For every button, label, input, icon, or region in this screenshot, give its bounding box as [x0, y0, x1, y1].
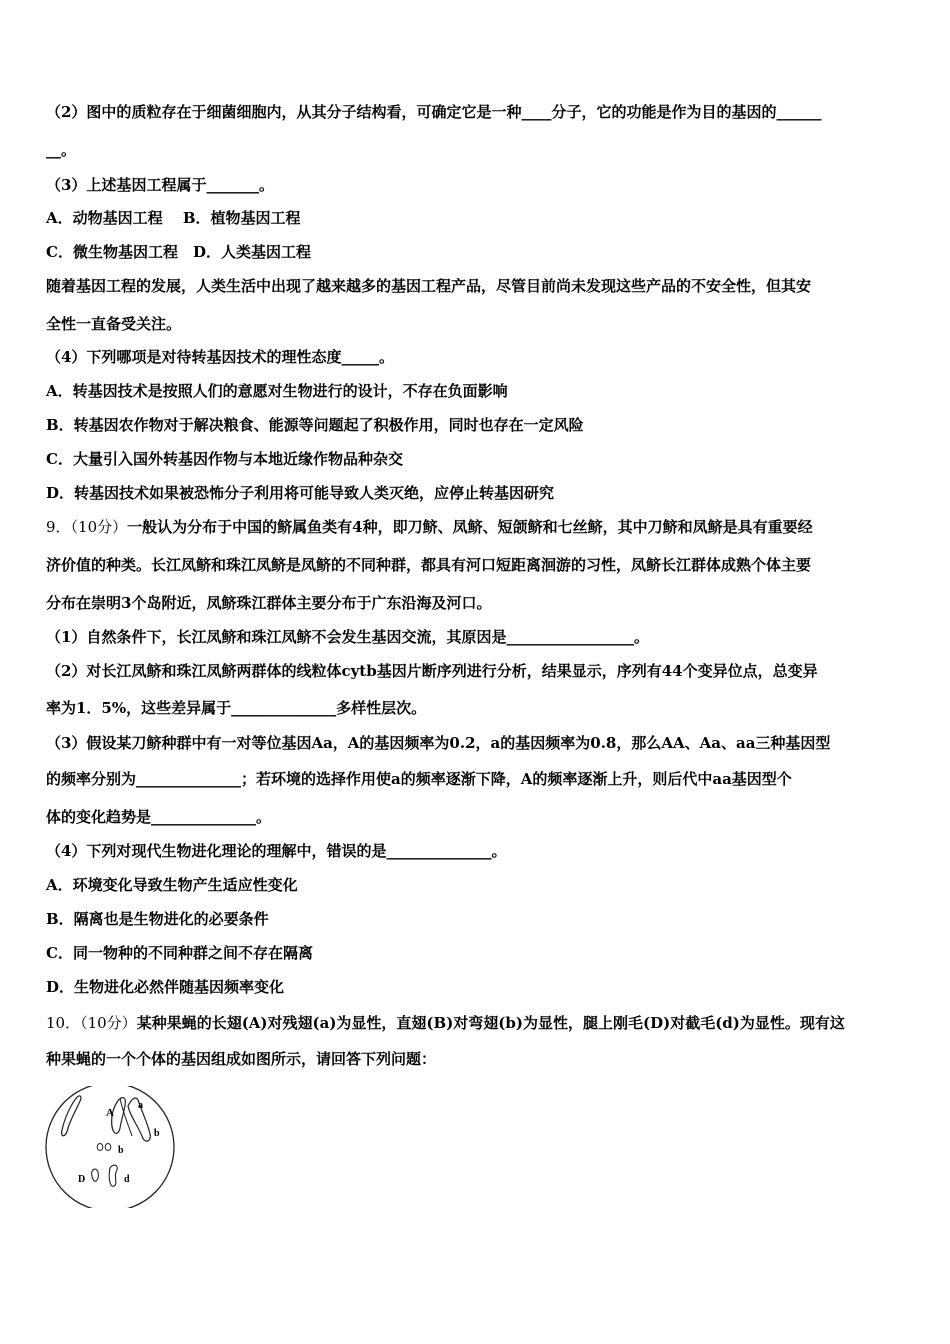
- option-line: A．环境变化导致生物产生适应性变化: [46, 876, 298, 894]
- text-line: （3）假设某刀鲚种群中有一对等位基因Aa，A的基因频率为0.2，a的基因频率为0.8，那么AA、Aa、aa三种基因型: [46, 734, 831, 752]
- cell-diagram: [44, 1086, 176, 1208]
- option-line: D．转基因技术如果被恐怖分子利用将可能导致人类灭绝，应停止转基因研究: [46, 484, 555, 502]
- option-line: C．大量引入国外转基因作物与本地近缘作物品种杂交: [46, 450, 403, 468]
- text-line: 率为1．5%，这些差异属于______________多样性层次。: [46, 699, 427, 717]
- label-D: D: [78, 1174, 86, 1185]
- option-line: C．微生物基因工程 D．人类基因工程: [46, 243, 311, 261]
- text-line: 体的变化趋势是______________。: [46, 808, 272, 826]
- option-line: A．动物基因工程 B．植物基因工程: [46, 209, 301, 227]
- text-line: （3）上述基因工程属于_______。: [46, 176, 274, 194]
- small-chromosome-2: [105, 1144, 111, 1151]
- label-A: A: [106, 1107, 114, 1119]
- option-line: D．生物进化必然伴随基因频率变化: [46, 978, 285, 996]
- small-chromosome-1: [97, 1144, 103, 1151]
- option-line: A．转基因技术是按照人们的意愿对生物进行的设计，不存在负面影响: [46, 382, 508, 400]
- chromosome-figure: [44, 1086, 176, 1208]
- question-number: 9．（10分）: [46, 518, 128, 536]
- text-line: 分布在崇明3个岛附近，凤鲚珠江群体主要分布于广东沿海及河口。: [46, 594, 492, 612]
- question-number: 10．（10分）: [46, 1014, 137, 1032]
- text-line: 济价值的种类。长江凤鲚和珠江凤鲚是凤鲚的不同种群，都具有河口短距离洄游的习性，凤鲚长江群体成熟个体主要: [46, 556, 812, 574]
- question-9-stem: 9．（10分）一般认为分布于中国的鲚属鱼类有4种，即刀鲚、凤鲚、短颌鲚和七丝鲚，其中刀鲚和凤鲚是具有重要经: [46, 518, 813, 536]
- chromosome-d: [109, 1165, 117, 1186]
- option-line: B．隔离也是生物进化的必要条件: [46, 910, 269, 928]
- option-line: C．同一物种的不同种群之间不存在隔离: [46, 944, 313, 962]
- label-a: a: [138, 1100, 143, 1111]
- chromosome-D: [92, 1169, 99, 1181]
- text-line: 的频率分别为______________；若环境的选择作用使a的频率逐渐下降，A的频率逐渐上升，则后代中aa基因型个: [46, 770, 792, 788]
- label-b-right: b: [154, 1128, 160, 1139]
- text-line: 随着基因工程的发展，人类生活中出现了越来越多的基因工程产品，尽管目前尚未发现这些产品的不安全性，但其安: [46, 277, 812, 295]
- text-line: 全性一直备受关注。: [46, 315, 182, 333]
- cell-outline: [46, 1086, 174, 1208]
- text-line: （4）下列哪项是对待转基因技术的理性态度_____。: [46, 348, 394, 366]
- label-d: d: [124, 1174, 130, 1185]
- question-10-stem: 10．（10分）某种果蝇的长翅(A)对残翅(a)为显性，直翅(B)对弯翅(b)为显性，腿上刚毛(D)对截毛(d)为显性。现有这: [46, 1014, 845, 1032]
- text-line: __。: [46, 141, 77, 159]
- text-line: （2）图中的质粒存在于细菌细胞内，从其分子结构看，可确定它是一种____分子，它的功能是作为目的基因的______: [46, 103, 822, 121]
- label-b-center: b: [118, 1145, 124, 1156]
- text-line: 种果蝇的一个个体的基因组成如图所示，请回答下列问题：: [46, 1050, 437, 1068]
- option-line: B．转基因农作物对于解决粮食、能源等问题起了积极作用，同时也存在一定风险: [46, 416, 584, 434]
- text-line: （1）自然条件下，长江凤鲚和珠江凤鲚不会发生基因交流，其原因是_________________。: [46, 628, 649, 646]
- text-line: （4）下列对现代生物进化理论的理解中，错误的是______________。: [46, 842, 507, 860]
- text-line: （2）对长江凤鲚和珠江凤鲚两群体的线粒体cytb基因片断序列进行分析，结果显示，序列有44个变异位点，总变异: [46, 662, 818, 680]
